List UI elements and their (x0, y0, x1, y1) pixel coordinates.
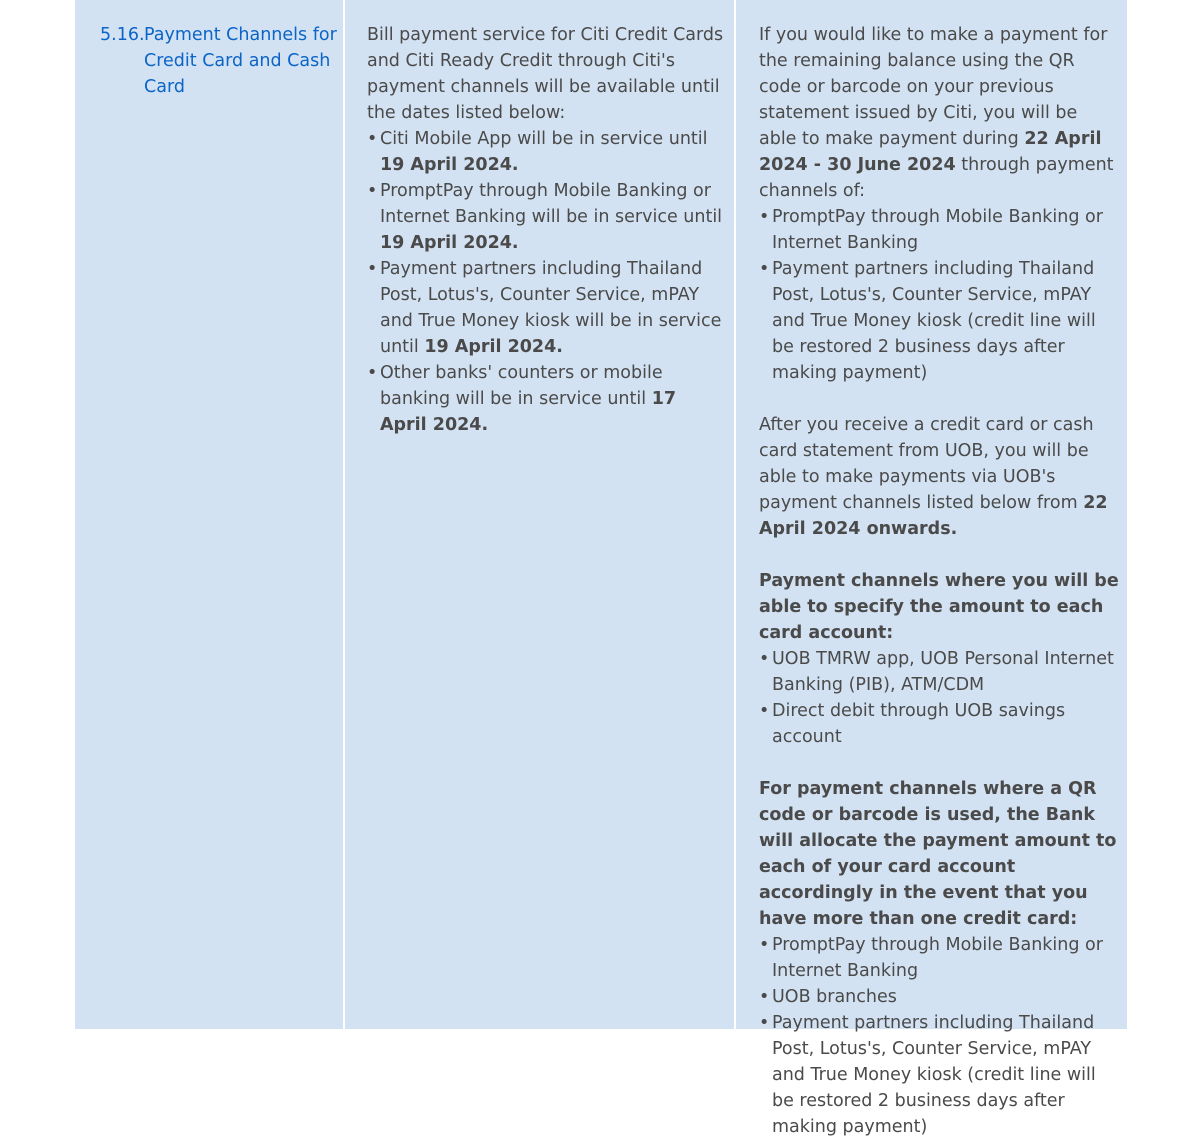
list-item: • Direct debit through UOB savings account (759, 698, 1119, 750)
uob-channels-cell (736, 0, 1127, 1137)
list-item: • Payment partners including Thailand Post, Lotus's, Counter Service, mPAY and True Money kiosk (credit line will be restored 2 business days after making payment) (759, 256, 1119, 386)
list-item: • Citi Mobile App will be in service until 19 April 2024. (367, 126, 724, 178)
info-table (75, 0, 1127, 1137)
qr-allocation-list (759, 932, 1119, 1140)
list-item: • Payment partners including Thailand Post, Lotus's, Counter Service, mPAY and True Money kiosk will be in service until 19 April 2024. (367, 256, 724, 360)
remaining-balance-text: If you would like to make a payment for the remaining balance using the QR code or barcode on your previous statement issued by Citi, you will be able to make payment during 22 April 2024 - 30 June 2024 through payment channels of: (758, 25, 1114, 201)
specify-amount-heading: Payment channels where you will be able to specify the amount to each card account: (758, 571, 1119, 643)
qr-allocation-heading: For payment channels where a QR code or barcode is used, the Bank will allocate the payment amount to each of your card account accordingly in the event that you have more than one credit card: (758, 779, 1117, 929)
citi-channels-cell (345, 0, 734, 1029)
list-item: • UOB branches (759, 984, 1119, 1010)
section-heading-cell (75, 0, 343, 1029)
service-end-date: 19 April 2024. (424, 337, 563, 357)
uob-statement-text: After you receive a credit card or cash card statement from UOB, you will be able to make payments via UOB's payment channels listed below from 22 April 2024 onwards. (758, 415, 1108, 539)
section-number: 5.16. (100, 25, 145, 45)
list-item: • PromptPay through Mobile Banking or Internet Banking will be in service until 19 April 2024. (367, 178, 724, 256)
service-end-date: 19 April 2024. (379, 155, 519, 175)
list-item: • Other banks' counters or mobile banking will be in service until 17 April 2024. (367, 360, 724, 438)
specify-amount-list (759, 646, 1119, 750)
citi-channel-list (367, 126, 724, 438)
section-heading (75, 0, 343, 100)
list-item: • PromptPay through Mobile Banking or Internet Banking (759, 932, 1119, 984)
list-item: • Payment partners including Thailand Post, Lotus's, Counter Service, mPAY and True Money kiosk (credit line will be restored 2 business days after making payment) (759, 1010, 1119, 1140)
service-end-date: 17 April 2024. (379, 389, 677, 435)
start-date: 22 April 2024 onwards. (758, 493, 1108, 539)
list-item: • UOB TMRW app, UOB Personal Internet Banking (PIB), ATM/CDM (759, 646, 1119, 698)
citi-qr-channel-list (759, 204, 1119, 386)
list-item: • PromptPay through Mobile Banking or Internet Banking (759, 204, 1119, 256)
payment-period: 22 April 2024 - 30 June 2024 (758, 129, 1102, 175)
citi-intro-text: Bill payment service for Citi Credit Cards and Citi Ready Credit through Citi's payment channels will be available until the dates listed below: (366, 25, 724, 123)
section-title: Payment Channels for Credit Card and Cash Card (144, 25, 337, 97)
service-end-date: 19 April 2024. (379, 233, 519, 253)
